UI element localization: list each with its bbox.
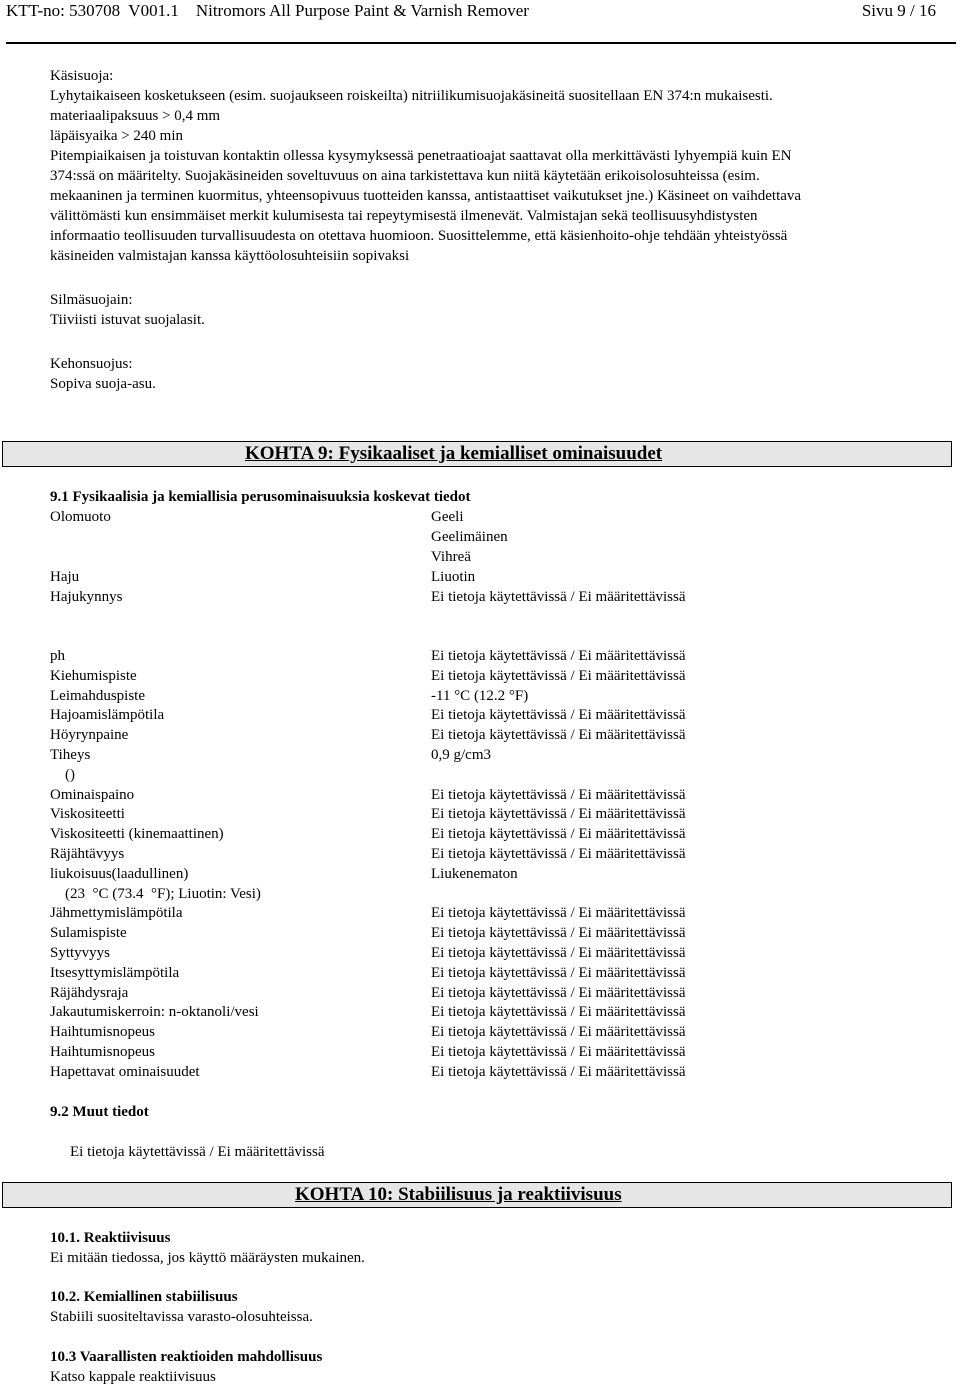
property-value: Liuotin bbox=[431, 569, 476, 585]
subsection-9-1-title: 9.1 Fysikaalisia ja kemiallisia perusominaisuuksia koskevat tiedot bbox=[50, 489, 471, 505]
property-label: () bbox=[50, 766, 75, 783]
subsection-9-2-title: 9.2 Muut tiedot bbox=[50, 1104, 149, 1120]
hand-protection-line: Lyhytaikaiseen kosketukseen (esim. suojaukseen roiskeilta) nitriilikumisuojakäsineitä suositellaan EN 374:n mukaisesti. bbox=[50, 88, 773, 104]
property-row bbox=[50, 666, 930, 686]
header-divider bbox=[6, 42, 956, 44]
property-label: Viskositeetti (kinemaattinen) bbox=[50, 826, 224, 843]
property-row bbox=[50, 804, 930, 824]
body-protection-title: Kehonsuojus: bbox=[50, 356, 133, 372]
hand-protection-line: mekaaninen ja terminen kuormitus, yhteensopivuus tuotteiden kanssa, antistaattiset vaikutukset jne.) Käsineet on vaihdettava bbox=[50, 188, 802, 204]
property-value: Ei tietoja käytettävissä / Ei määritettävissä bbox=[431, 1024, 686, 1041]
subsection-10-3-text: Katso kappale reaktiivisuus bbox=[50, 1369, 216, 1385]
property-row bbox=[50, 587, 930, 607]
property-label: Räjähtävyys bbox=[50, 846, 125, 862]
hand-protection-line: 374:ssä on määritelty. Suojakäsineiden soveltuvuus on aina tarkistettava kun niitä käytetään erikoisolosuhteissa (esim. bbox=[50, 168, 760, 184]
property-label: Syttyvyys bbox=[50, 945, 111, 961]
section-9-title: KOHTA 9: Fysikaaliset ja kemialliset ominaisuudet bbox=[245, 443, 663, 464]
property-row bbox=[50, 785, 930, 805]
property-row bbox=[50, 943, 930, 963]
property-label: Haihtumisnopeus bbox=[50, 1024, 155, 1041]
section-9-header bbox=[2, 441, 952, 467]
document-title: KTT-no: 530708 V001.1 Nitromors All Purpose Paint & Varnish Remover bbox=[6, 1, 529, 20]
property-label: Hajoamislämpötila bbox=[50, 707, 165, 724]
property-label: Hajukynnys bbox=[50, 589, 123, 605]
property-label: Tiheys bbox=[50, 747, 91, 763]
property-label: Hapettavat ominaisuudet bbox=[50, 1063, 200, 1080]
property-row bbox=[50, 686, 930, 706]
property-label: (23 °C (73.4 °F); Liuotin: Vesi) bbox=[50, 885, 261, 902]
page-header bbox=[0, 0, 960, 24]
subsection-10-1-title: 10.1. Reaktiivisuus bbox=[50, 1230, 171, 1246]
property-row bbox=[50, 725, 930, 745]
subsection-10-2-title: 10.2. Kemiallinen stabiilisuus bbox=[50, 1289, 238, 1305]
eye-protection-text: Tiiviisti istuvat suojalasit. bbox=[50, 312, 205, 328]
property-value: Ei tietoja käytettävissä / Ei määritettävissä bbox=[431, 1063, 686, 1080]
property-value: -11 °C (12.2 °F) bbox=[431, 687, 529, 704]
property-row bbox=[50, 547, 930, 567]
property-row bbox=[50, 705, 930, 725]
property-label: liukoisuus(laadullinen) bbox=[50, 865, 189, 882]
property-value: Ei tietoja käytettävissä / Ei määritettävissä bbox=[431, 667, 686, 684]
property-label: Höyrynpaine bbox=[50, 727, 129, 744]
property-row bbox=[50, 844, 930, 864]
property-label: Sulamispiste bbox=[50, 925, 127, 942]
hand-protection-line: materiaalipaksuus > 0,4 mm bbox=[50, 108, 221, 124]
eye-protection-title: Silmäsuojain: bbox=[50, 292, 133, 308]
eye-protection-block bbox=[50, 290, 920, 330]
property-label: Ominaispaino bbox=[50, 786, 135, 803]
property-row bbox=[50, 1002, 930, 1022]
property-label: Haju bbox=[50, 569, 80, 585]
property-label: Jakautumiskerroin: n-oktanoli/vesi bbox=[50, 1004, 259, 1021]
property-value: Ei tietoja käytettävissä / Ei määritettävissä bbox=[431, 905, 686, 922]
property-row bbox=[50, 507, 930, 527]
subsection-10-2-text: Stabiili suositeltavissa varasto-olosuhteissa. bbox=[50, 1309, 313, 1325]
subsection-10-3-title: 10.3 Vaarallisten reaktioiden mahdollisuus bbox=[50, 1349, 323, 1365]
property-row bbox=[50, 1022, 930, 1042]
property-value: Ei tietoja käytettävissä / Ei määritettävissä bbox=[431, 806, 686, 823]
property-row bbox=[50, 1042, 930, 1062]
property-value: Ei tietoja käytettävissä / Ei määritettävissä bbox=[431, 925, 686, 942]
property-value: Vihreä bbox=[431, 549, 471, 565]
property-row bbox=[50, 765, 930, 785]
hand-protection-line: Pitempiaikaisen ja toistuvan kontaktin ollessa kysymyksessä penetraatioajat saattavat olla merkittävästi lyhyempiä kuin EN bbox=[50, 148, 792, 164]
property-row bbox=[50, 884, 930, 904]
property-value: Ei tietoja käytettävissä / Ei määritettävissä bbox=[431, 826, 686, 843]
property-row bbox=[50, 963, 930, 983]
property-row bbox=[50, 983, 930, 1003]
property-value: Ei tietoja käytettävissä / Ei määritettävissä bbox=[431, 984, 686, 1001]
property-value: Geelimäinen bbox=[431, 529, 508, 545]
property-row bbox=[50, 864, 930, 884]
hand-protection-line: informaatio teollisuuden turvallisuudesta on otettava huomioon. Suosittelemme, että käsienhoito-ohje tehdään yhteistyössä bbox=[50, 228, 788, 244]
property-label: Räjähdysraja bbox=[50, 984, 129, 1001]
property-label: Kiehumispiste bbox=[50, 667, 137, 684]
section-10-title: KOHTA 10: Stabiilisuus ja reaktiivisuus bbox=[295, 1184, 622, 1205]
property-row bbox=[50, 824, 930, 844]
property-label: Itsesyttymislämpötila bbox=[50, 964, 180, 981]
page-number: Sivu 9 / 16 bbox=[861, 1, 936, 20]
property-value: Ei tietoja käytettävissä / Ei määritettävissä bbox=[431, 1004, 686, 1021]
property-label: Viskositeetti bbox=[50, 806, 125, 823]
property-value: Ei tietoja käytettävissä / Ei määritettävissä bbox=[431, 945, 686, 961]
property-value: Ei tietoja käytettävissä / Ei määritettävissä bbox=[431, 707, 686, 724]
property-value: Ei tietoja käytettävissä / Ei määritettävissä bbox=[431, 648, 686, 664]
property-value: Ei tietoja käytettävissä / Ei määritettävissä bbox=[431, 1044, 686, 1060]
hand-protection-line: käsineiden valmistajan kanssa käyttöolosuhteisiin sopivaksi bbox=[50, 248, 410, 264]
property-row bbox=[50, 1062, 930, 1082]
property-row bbox=[50, 745, 930, 765]
property-value: 0,9 g/cm3 bbox=[431, 747, 491, 763]
property-label: Haihtumisnopeus bbox=[50, 1044, 155, 1060]
body-protection-text: Sopiva suoja-asu. bbox=[50, 376, 156, 392]
subsection-9-2-text: Ei tietoja käytettävissä / Ei määritettävissä bbox=[70, 1144, 325, 1160]
property-label: Jähmettymislämpötila bbox=[50, 905, 183, 922]
property-value: Liukenematon bbox=[431, 865, 518, 882]
property-value: Ei tietoja käytettävissä / Ei määritettävissä bbox=[431, 964, 686, 981]
property-label: Olomuoto bbox=[50, 509, 111, 525]
property-row bbox=[50, 527, 930, 547]
property-value: Ei tietoja käytettävissä / Ei määritettävissä bbox=[431, 786, 686, 803]
hand-protection-line: läpäisyaika > 240 min bbox=[50, 128, 184, 144]
subsection-10-1-text: Ei mitään tiedossa, jos käyttö määräysten mukainen. bbox=[50, 1250, 365, 1266]
body-protection-block bbox=[50, 354, 920, 394]
property-row bbox=[50, 903, 930, 923]
property-value: Ei tietoja käytettävissä / Ei määritettävissä bbox=[431, 589, 686, 605]
property-value: Geeli bbox=[431, 509, 464, 525]
property-value: Ei tietoja käytettävissä / Ei määritettävissä bbox=[431, 846, 686, 862]
hand-protection-line: välittömästi kun ensimmäiset merkit kulumisesta tai repeytymisestä ilmenevät. Valmistajan sekä teollisuusyhdistysten bbox=[50, 208, 758, 224]
section-10-header bbox=[2, 1182, 952, 1208]
hand-protection-block bbox=[50, 66, 920, 266]
property-value: Ei tietoja käytettävissä / Ei määritettävissä bbox=[431, 727, 686, 744]
property-label: Leimahduspiste bbox=[50, 687, 145, 704]
property-row bbox=[50, 923, 930, 943]
hand-protection-title: Käsisuoja: bbox=[50, 68, 114, 84]
property-row bbox=[50, 646, 930, 666]
property-label: ph bbox=[50, 648, 65, 664]
property-row bbox=[50, 567, 930, 587]
